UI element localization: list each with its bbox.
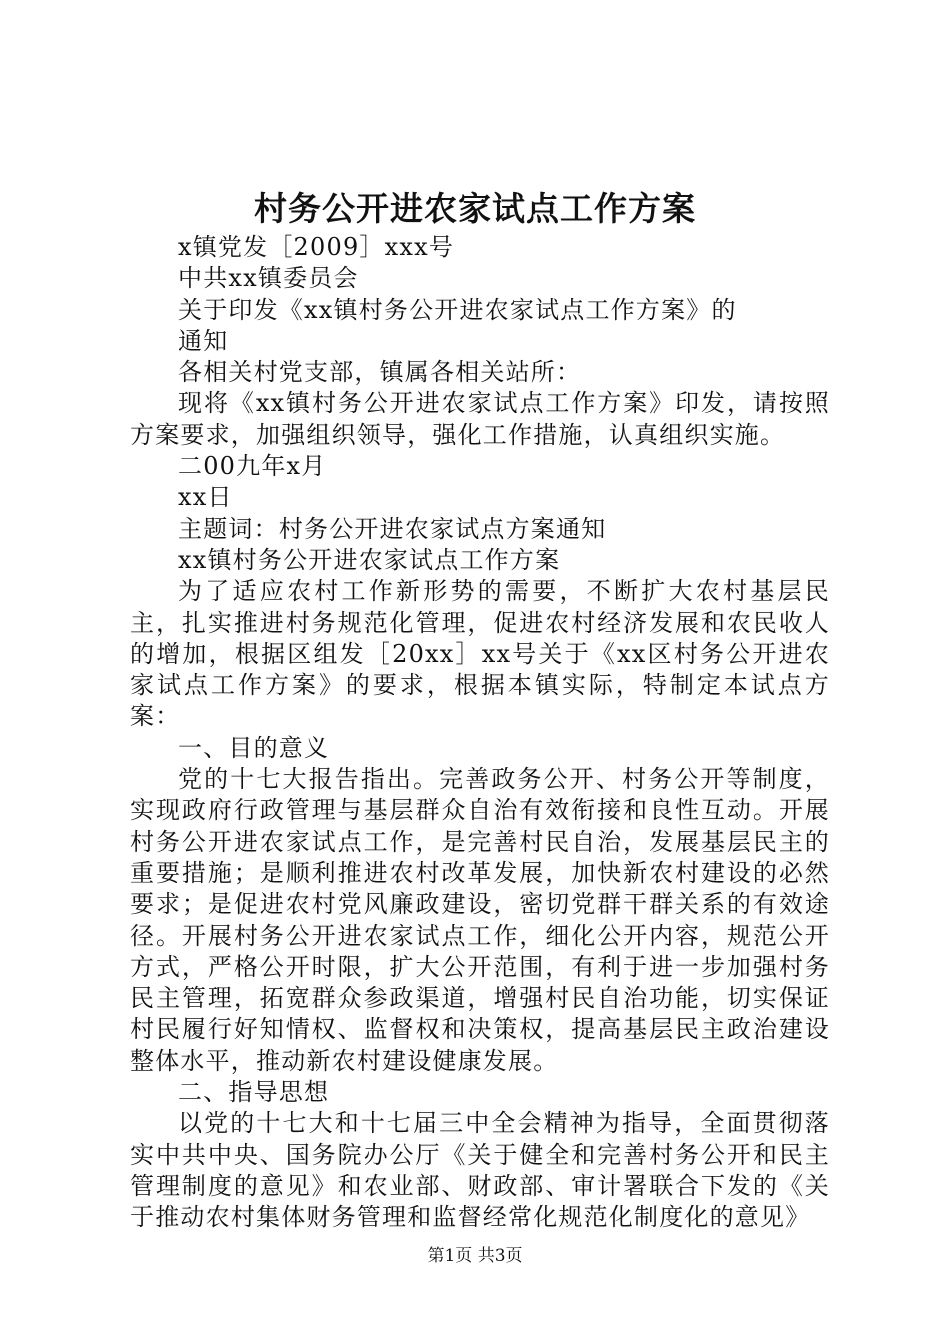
notice-heading-line2: 通知	[178, 326, 229, 355]
document-body	[130, 232, 830, 1234]
document-title: 村务公开进农家试点工作方案	[254, 189, 696, 228]
section-heading-guidance: 二、指导思想	[178, 1078, 330, 1107]
guidance-paragraph: 以党的十七大和十七届三中全会精神为指导，全面贯彻落实中共中央、国务院办公厅《关于健全和完善村务公开和民主管理制度的意见》和农业部、财政部、审计署联合下发的《关于推动农村集体财务管理和监督经常化规范化制度化的意见》	[130, 1109, 830, 1232]
doc-number: x镇党发［2009］xxx号	[178, 233, 455, 261]
recipients: 各相关村党支部，镇属各相关站所：	[178, 358, 582, 387]
section-heading-purpose: 一、目的意义	[178, 733, 330, 762]
notice-heading-line1: 关于印发《xx镇村务公开进农家试点工作方案》的	[178, 295, 737, 324]
intro-paragraph: 为了适应农村工作新形势的需要，不断扩大农村基层民主，扎实推进村务规范化管理，促进农村经济发展和农民收人的增加，根据区组发［20xx］xx号关于《xx区村务公开进农家试点工作方案》的要求，根据本镇实际，特制定本试点方案：	[130, 577, 830, 731]
notice-paragraph: 现将《xx镇村务公开进农家试点工作方案》印发，请按照方案要求，加强组织领导，强化工作措施，认真组织实施。	[130, 389, 830, 449]
purpose-paragraph: 党的十七大报告指出。完善政务公开、村务公开等制度，实现政府行政管理与基层群众自治有效衔接和良性互动。开展村务公开进农家试点工作，是完善村民自治，发展基层民主的重要措施；是顺利推进农村改革发展，加快新农村建设的必然要求；是促进农村党风廉政建设，密切党群干群关系的有效途径。开展村务公开进农家试点工作，细化公开内容，规范公开方式，严格公开时限，扩大公开范围，有利于进一步加强村务民主管理，拓宽群众参政渠道，增强村民自治功能，切实保证村民履行好知情权、监督权和决策权，提高基层民主政治建设整体水平，推动新农村建设健康发展。	[130, 765, 830, 1075]
page-footer: 第1页 共3页	[427, 1246, 523, 1266]
plan-title: xx镇村务公开进农家试点工作方案	[178, 545, 561, 574]
issuer: 中共xx镇委员会	[178, 264, 359, 293]
date-line2: xx日	[178, 483, 233, 512]
keywords: 主题词：村务公开进农家试点方案通知	[178, 514, 607, 543]
date-line1: 二00九年x月	[178, 452, 327, 481]
